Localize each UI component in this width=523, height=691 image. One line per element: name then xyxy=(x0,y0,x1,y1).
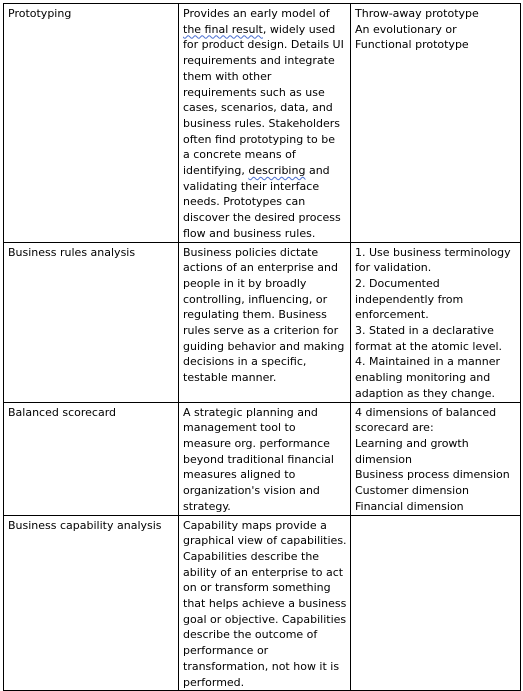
notes-line: 4 dimensions of balanced xyxy=(355,405,497,419)
description-cell xyxy=(179,4,351,243)
notes-line: enforcement. xyxy=(355,308,429,322)
description-line: often find prototyping to be xyxy=(183,132,335,146)
notes-line: 4. Maintained in a manner xyxy=(355,355,501,369)
description-line: performance or xyxy=(183,644,269,658)
description-line: guiding behavior and making xyxy=(183,339,345,353)
description-cell xyxy=(179,242,351,402)
term-text: Business rules analysis xyxy=(8,245,136,259)
notes-line: Throw-away prototype xyxy=(355,7,479,20)
description-line: them with other xyxy=(183,69,272,83)
description-line: that helps achieve a business xyxy=(183,597,347,611)
notes-line: independently from xyxy=(355,292,464,306)
description-line: cases, scenarios, data, and xyxy=(183,101,333,115)
term-text: Business capability analysis xyxy=(8,518,162,532)
description-line: on or transform something xyxy=(183,581,331,595)
description-line: transformation, not how it is xyxy=(183,659,340,673)
term-cell xyxy=(4,515,179,691)
description-line: A strategic planning and xyxy=(183,405,318,419)
notes-line: format at the atomic level. xyxy=(355,339,503,353)
description-line: the final result, widely used xyxy=(183,22,336,36)
description-line: measures aligned to xyxy=(183,468,296,482)
description-line: performed. xyxy=(183,675,245,689)
description-line: actions of an enterprise and xyxy=(183,261,338,275)
description-line: ability of an enterprise to act xyxy=(183,565,344,579)
description-line: testable manner. xyxy=(183,371,277,385)
description-line: business rules. Stakeholders xyxy=(183,116,341,130)
description-line: Business policies dictate xyxy=(183,245,319,259)
spellcheck-underlined-text: describing xyxy=(248,164,306,178)
notes-line: Business process dimension xyxy=(355,468,510,482)
description-line: goal or objective. Capabilities xyxy=(183,612,347,626)
table-row xyxy=(4,402,521,515)
description-line: Capability maps provide a xyxy=(183,518,327,532)
table-row xyxy=(4,4,521,243)
description-line: organization's vision and xyxy=(183,484,320,498)
term-cell xyxy=(4,4,179,243)
description-line: Provides an early model of xyxy=(183,7,330,20)
spellcheck-underlined-text: the final result xyxy=(183,22,263,36)
description-line: requirements such as use xyxy=(183,85,325,99)
notes-cell xyxy=(351,242,521,402)
notes-line: An evolutionary or xyxy=(355,22,457,36)
table-row xyxy=(4,242,521,402)
techniques-table xyxy=(3,3,521,691)
notes-line: 1. Use business terminology xyxy=(355,245,511,259)
notes-cell xyxy=(351,402,521,515)
notes-line: dimension xyxy=(355,452,412,466)
description-line: for product design. Details UI xyxy=(183,38,344,52)
description-line: beyond traditional financial xyxy=(183,452,334,466)
description-line: flow and business rules. xyxy=(183,226,316,240)
description-line: decisions in a specific, xyxy=(183,355,307,369)
table-row xyxy=(4,515,521,691)
description-line: validating their interface xyxy=(183,179,320,193)
term-cell xyxy=(4,402,179,515)
notes-line: 3. Stated in a declarative xyxy=(355,324,494,338)
notes-line: 2. Documented xyxy=(355,276,440,290)
description-line: graphical view of capabilities. xyxy=(183,534,347,548)
term-text: Balanced scorecard xyxy=(8,405,117,419)
description-line: discover the desired process xyxy=(183,211,341,225)
description-line: rules serve as a criterion for xyxy=(183,324,339,338)
notes-line: scorecard are: xyxy=(355,421,434,435)
description-line: Capabilities describe the xyxy=(183,549,320,563)
description-line: measure org. performance xyxy=(183,436,330,450)
description-cell xyxy=(179,402,351,515)
notes-line: Customer dimension xyxy=(355,484,469,498)
description-line: controlling, influencing, or xyxy=(183,292,328,306)
description-line: management tool to xyxy=(183,421,296,435)
term-cell xyxy=(4,242,179,402)
notes-line: enabling monitoring and xyxy=(355,371,491,385)
notes-line: Financial dimension xyxy=(355,499,464,513)
term-text: Prototyping xyxy=(8,7,72,20)
notes-line: Learning and growth xyxy=(355,436,469,450)
notes-cell xyxy=(351,515,521,691)
description-line: describe the outcome of xyxy=(183,628,318,642)
description-line: requirements and integrate xyxy=(183,54,335,68)
description-cell xyxy=(179,515,351,691)
notes-line: for validation. xyxy=(355,261,432,275)
notes-line: adaption as they change. xyxy=(355,386,496,400)
description-line: regulating them. Business xyxy=(183,308,327,322)
description-line: a concrete means of xyxy=(183,148,296,162)
notes-cell xyxy=(351,4,521,243)
description-line: needs. Prototypes can xyxy=(183,195,306,209)
description-line: identifying, describing and xyxy=(183,164,330,178)
description-line: people in it by broadly xyxy=(183,276,307,290)
notes-line: Functional prototype xyxy=(355,38,469,52)
description-line: strategy. xyxy=(183,499,231,513)
